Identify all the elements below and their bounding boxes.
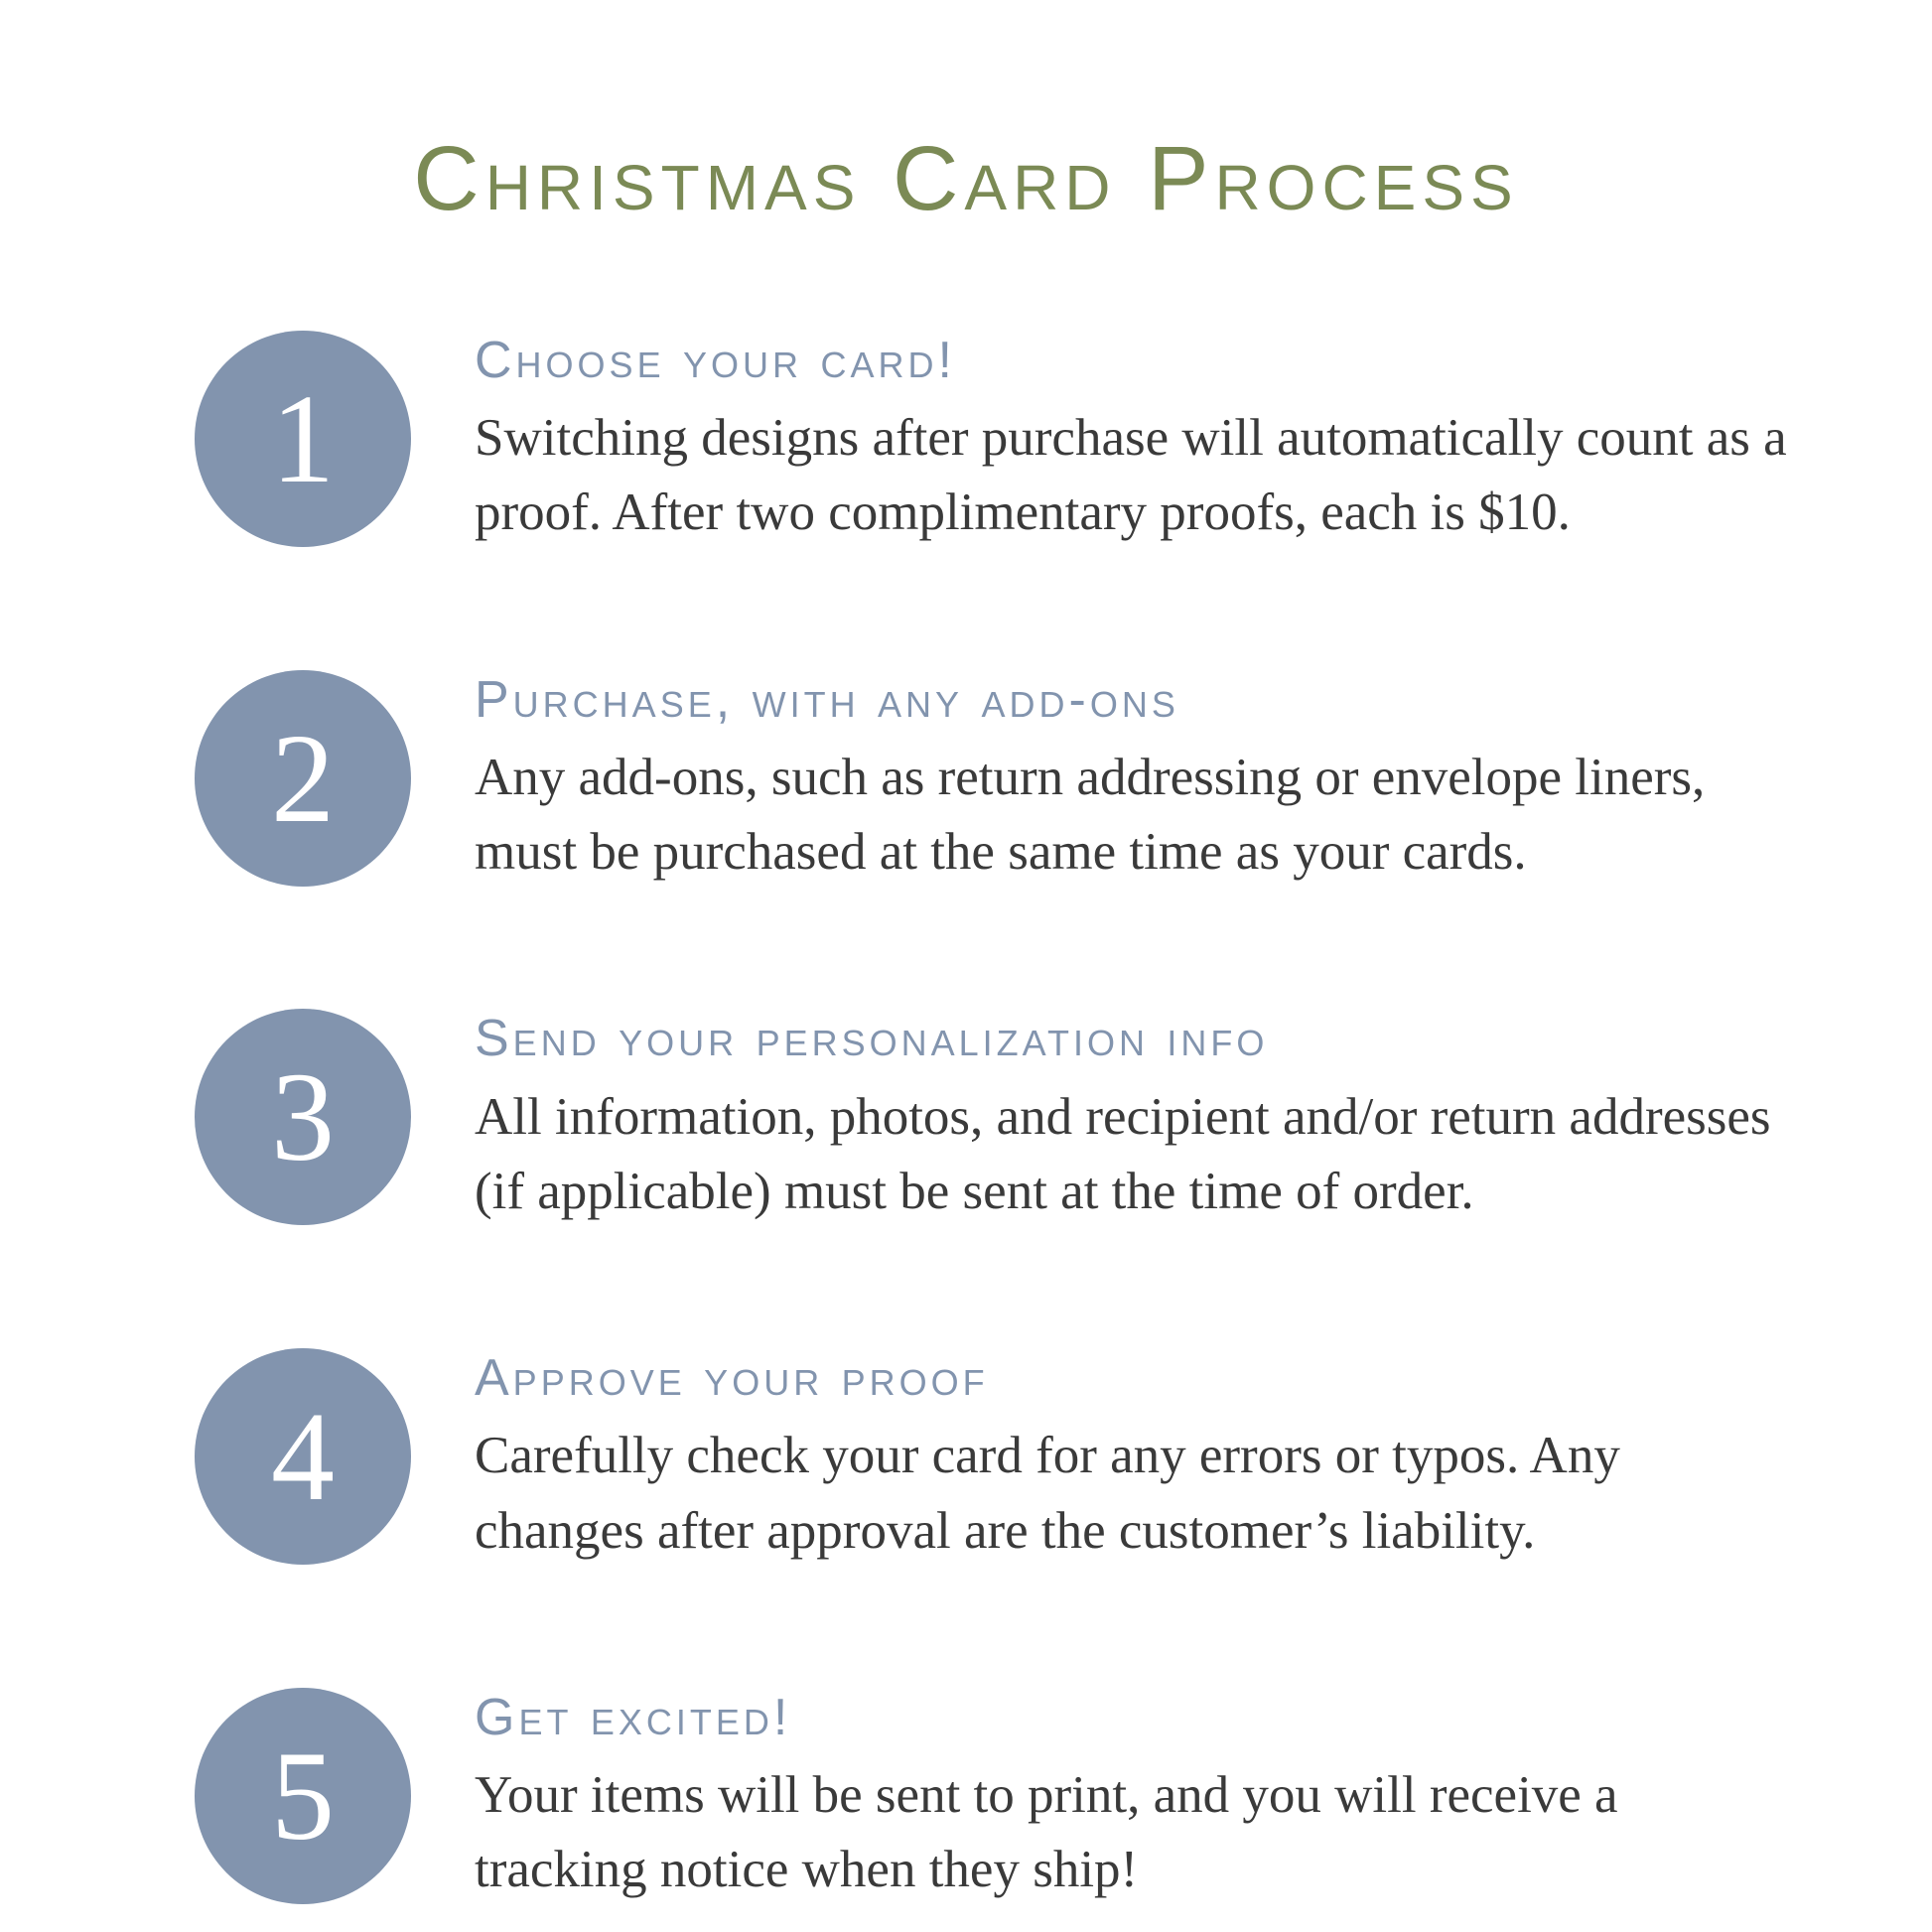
step-heading: Get excited! (475, 1688, 792, 1746)
step-description: Switching designs after purchase will automatically count as a proof. After two complimentary proofs, each is $10. (475, 409, 1787, 542)
step-number-badge: 4 (195, 1348, 411, 1565)
step-content (411, 993, 1795, 1229)
list-item (195, 993, 1853, 1229)
step-content (411, 1332, 1795, 1569)
page-title: Christmas Card Process (413, 128, 1519, 229)
step-content (411, 315, 1795, 551)
step-heading: Choose your card! (475, 332, 956, 389)
step-number-badge: 5 (195, 1688, 411, 1904)
list-item (195, 315, 1853, 551)
step-number-badge: 3 (195, 1009, 411, 1225)
step-description: Carefully check your card for any errors or typos. Any changes after approval are the customer’s liability. (475, 1427, 1620, 1560)
step-number-badge: 2 (195, 670, 411, 887)
list-item (195, 1332, 1853, 1569)
step-heading: Send your personalization info (475, 1010, 1269, 1068)
step-description: All information, photos, and recipient and/or return addresses (if applicable) must be sent at the time of order. (475, 1087, 1771, 1220)
steps-list (0, 315, 1932, 1907)
step-content (411, 1672, 1795, 1908)
step-description: Your items will be sent to print, and you will receive a tracking notice when they ship! (475, 1765, 1618, 1899)
step-content (411, 654, 1795, 891)
list-item (195, 1672, 1853, 1908)
list-item (195, 654, 1853, 891)
step-description: Any add-ons, such as return addressing or envelope liners, must be purchased at the same time as your cards. (475, 748, 1706, 882)
step-heading: Approve your proof (475, 1349, 989, 1408)
step-number-badge: 1 (195, 331, 411, 547)
step-heading: Purchase, with any add-ons (475, 670, 1179, 729)
